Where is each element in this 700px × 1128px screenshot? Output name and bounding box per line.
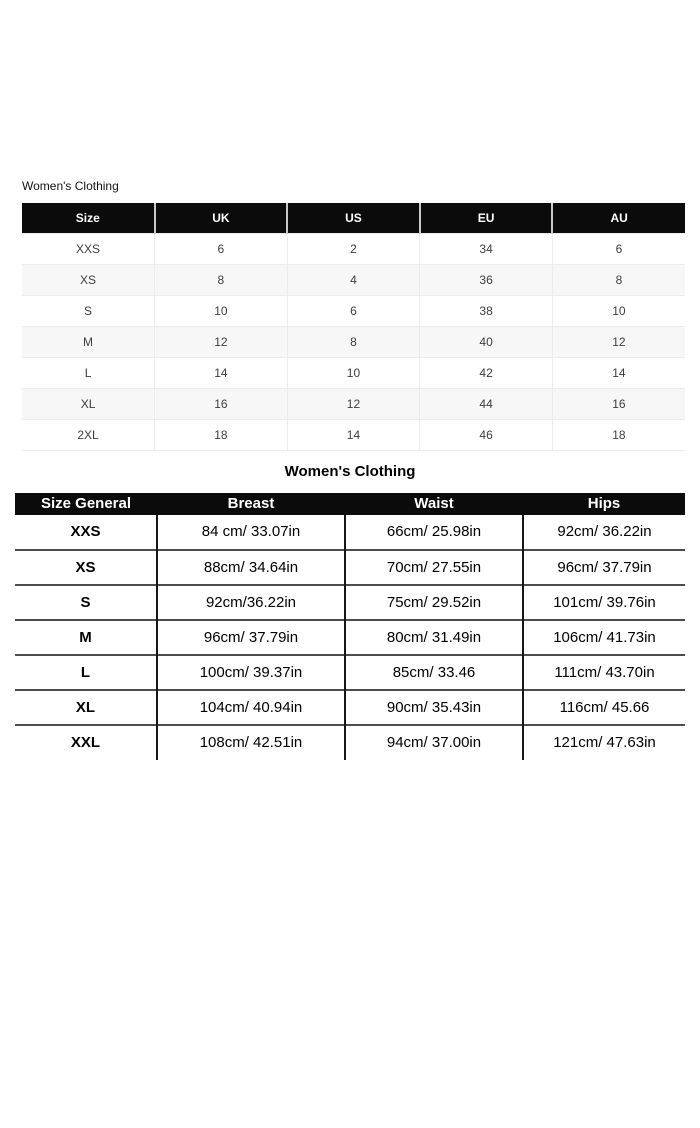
- size-cell: XS: [22, 264, 155, 295]
- value-cell: 70cm/ 27.55in: [345, 550, 523, 585]
- value-cell: 8: [552, 264, 685, 295]
- value-cell: 14: [155, 357, 288, 388]
- value-cell: 10: [287, 357, 420, 388]
- size-cell: XXS: [70, 523, 101, 540]
- value-cell: 10: [552, 295, 685, 326]
- column-header: Hips: [523, 493, 685, 515]
- size-cell: L: [15, 655, 157, 690]
- value-cell: 116cm/ 45.66: [523, 690, 685, 725]
- table-row: [22, 264, 685, 295]
- size-cell: M: [15, 620, 157, 655]
- value-cell: 84 cm/ 33.07in: [157, 515, 345, 550]
- value-cell: 44: [420, 388, 553, 419]
- value-cell: 111cm/ 43.70in: [523, 655, 685, 690]
- value-cell: 2: [287, 233, 420, 264]
- table-body: [22, 233, 685, 450]
- column-header: Size: [22, 203, 155, 233]
- value-cell: 40: [420, 326, 553, 357]
- value-cell: 16: [552, 388, 685, 419]
- column-header: AU: [552, 203, 685, 233]
- size-cell: XL: [15, 690, 157, 725]
- column-header: US: [287, 203, 420, 233]
- value-cell: 96cm/ 37.79in: [523, 550, 685, 585]
- value-cell: 92cm/ 36.22in: [523, 515, 685, 550]
- value-cell: 80cm/ 31.49in: [345, 620, 523, 655]
- table-row: [22, 419, 685, 450]
- measurement-size-table: [15, 493, 685, 760]
- column-header: EU: [420, 203, 553, 233]
- value-cell: 6: [287, 295, 420, 326]
- value-cell: 121cm/ 47.63in: [523, 725, 685, 760]
- size-cell: XXL: [15, 725, 157, 760]
- table-body: [15, 515, 685, 760]
- table-row: [22, 295, 685, 326]
- value-cell: 6: [155, 233, 288, 264]
- value-cell: 16: [155, 388, 288, 419]
- value-cell: 10: [155, 295, 288, 326]
- international-chart-label: Women's Clothing: [22, 179, 119, 193]
- column-header: Waist: [345, 493, 523, 515]
- value-cell: 104cm/ 40.94in: [157, 690, 345, 725]
- size-cell: 2XL: [22, 419, 155, 450]
- value-cell: 75cm/ 29.52in: [345, 585, 523, 620]
- value-cell: 85cm/ 33.46: [345, 655, 523, 690]
- value-cell: 94cm/ 37.00in: [345, 725, 523, 760]
- size-cell: M: [22, 326, 155, 357]
- value-cell: 92cm/36.22in: [157, 585, 345, 620]
- column-header: UK: [155, 203, 288, 233]
- value-cell: 8: [287, 326, 420, 357]
- value-cell: 12: [287, 388, 420, 419]
- value-cell: 18: [552, 419, 685, 450]
- value-cell: 88cm/ 34.64in: [157, 550, 345, 585]
- value-cell: 14: [287, 419, 420, 450]
- value-cell: 46: [420, 419, 553, 450]
- value-cell: 12: [552, 326, 685, 357]
- value-cell: 36: [420, 264, 553, 295]
- table-row: [15, 585, 685, 620]
- header-row: [15, 493, 685, 515]
- value-cell: 90cm/ 35.43in: [345, 690, 523, 725]
- table-row: [15, 550, 685, 585]
- international-size-table: [22, 203, 685, 451]
- size-cell: L: [22, 357, 155, 388]
- value-cell: 18: [155, 419, 288, 450]
- size-cell: XL: [22, 388, 155, 419]
- table-row: [22, 388, 685, 419]
- measurement-chart-title: Women's Clothing: [284, 462, 416, 480]
- table-row: [22, 326, 685, 357]
- value-cell: 8: [155, 264, 288, 295]
- value-cell: 96cm/ 37.79in: [157, 620, 345, 655]
- value-cell: 100cm/ 39.37in: [157, 655, 345, 690]
- value-cell: 14: [552, 357, 685, 388]
- value-cell: 34: [420, 233, 553, 264]
- column-header: Size General: [15, 493, 157, 515]
- table-row: [22, 357, 685, 388]
- table-row: [15, 620, 685, 655]
- size-cell: S: [15, 585, 157, 620]
- value-cell: 106cm/ 41.73in: [523, 620, 685, 655]
- value-cell: 4: [287, 264, 420, 295]
- value-cell: 12: [155, 326, 288, 357]
- table-row: [15, 690, 685, 725]
- value-cell: 42: [420, 357, 553, 388]
- column-header: Breast: [157, 493, 345, 515]
- value-cell: 108cm/ 42.51in: [157, 725, 345, 760]
- table-row: [15, 655, 685, 690]
- table-row: [15, 515, 685, 550]
- value-cell: 66cm/ 25.98in: [345, 515, 523, 550]
- size-cell: XS: [15, 550, 157, 585]
- value-cell: 6: [552, 233, 685, 264]
- table-row: [15, 725, 685, 760]
- value-cell: 101cm/ 39.76in: [523, 585, 685, 620]
- table-row: [22, 233, 685, 264]
- header-row: [22, 203, 685, 233]
- size-cell: XXS: [22, 233, 155, 264]
- value-cell: 38: [420, 295, 553, 326]
- size-cell: S: [22, 295, 155, 326]
